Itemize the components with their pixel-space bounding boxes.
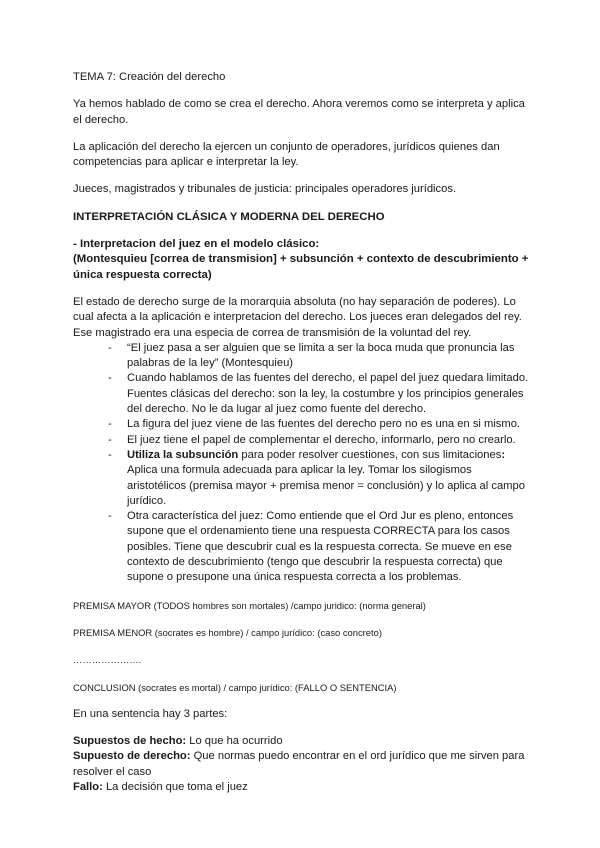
part-fallo xyxy=(73,780,533,795)
list-item xyxy=(73,509,533,585)
premisa-mayor: PREMISA MAYOR (TODOS hombres son mortales) /campo juridico: (norma general) xyxy=(73,599,426,611)
bullet-marker: - xyxy=(108,341,112,354)
bullet-marker: - xyxy=(108,510,112,523)
bullet-marker: - xyxy=(108,372,112,385)
subheading-line1: - Interpretacion del juez en el modelo clásico: xyxy=(73,238,320,251)
intro-paragraph: Ya hemos hablado de como se crea el derecho. Ahora veremos como se interpreta y aplica el derecho. xyxy=(73,98,525,126)
part-derecho-text: Que normas puedo encontrar en el ord jurídico que me sirven para resolver el caso xyxy=(73,750,525,778)
document-page xyxy=(73,70,533,795)
part-hecho-text: Lo que ha ocurrido xyxy=(186,735,283,748)
list-item xyxy=(73,371,533,417)
application-paragraph: La aplicación del derecho la ejercen un conjunto de operadores, jurídicos quienes dan competencias para aplicar e interpretar la ley. xyxy=(73,140,500,169)
bullet-text: para poder resolver cuestiones, con sus limitaciones xyxy=(238,448,502,461)
section-heading: INTERPRETACIÓN CLÁSICA Y MODERNA DEL DERECHO xyxy=(73,210,385,223)
bullet-text: Cuando hablamos de las fuentes del derecho, el papel del juez quedara limitado. Fuentes clásicas del derecho: son la ley, la costumbre y los principios generales del derecho. No le da lugar al juez como fuente del derecho. xyxy=(127,372,529,416)
document-title: TEMA 7: Creación del derecho xyxy=(73,71,226,83)
part-fallo-text: La decisión que toma el juez xyxy=(102,780,248,793)
conclusion: CONCLUSION (socrates es mortal) / campo jurídico: (FALLO O SENTENCIA) xyxy=(73,681,397,693)
list-item xyxy=(73,448,533,509)
part-derecho xyxy=(73,749,533,780)
operators-paragraph: Jueces, magistrados y tribunales de justicia: principales operadores jurídicos. xyxy=(73,183,457,196)
bullet-bold-text: Utiliza la subsunción xyxy=(127,448,239,461)
premisa-menor: PREMISA MENOR (socrates es hombre) / campo jurídico: (caso concreto) xyxy=(73,626,382,638)
bullet-marker: - xyxy=(108,433,112,446)
part-hecho-label: Supuestos de hecho: xyxy=(73,735,187,748)
bullet-text: Otra característica del juez: Como entiende que el Ord Jur es pleno, entonces supone que el ordenamiento tiene una respuesta CORRECTA para los casos posibles. Tiene que descubrir cual es la respuesta correcta. Se mueve en ese contexto de descubrimiento (tengo que descubrir la respuesta correcta) que supone o presupone una única respuesta correcta a los problemas. xyxy=(127,510,514,584)
bullet-text: Aplica una formula adecuada para aplicar la ley. Tomar los silogismos aristotélicos (premisa mayor + premisa menor = conclusión) y lo aplica al campo jurídico. xyxy=(127,464,525,507)
list-item xyxy=(73,433,533,448)
bullet-marker: - xyxy=(108,418,112,431)
list-item xyxy=(73,341,533,372)
bullet-marker: - xyxy=(108,448,112,461)
part-fallo-label: Fallo: xyxy=(73,780,103,793)
bullet-colon: : xyxy=(501,448,506,461)
bullet-list xyxy=(73,341,533,586)
bullet-text: “El juez pasa a ser alguien que se limita a ser la boca muda que pronuncia las palabras de la ley” (Montesquieu) xyxy=(127,341,515,370)
part-hecho xyxy=(73,734,533,749)
subheading-line2: (Montesquieu [correa de transmision] + subsunción + contexto de descubrimiento + única respuesta correcta) xyxy=(73,253,529,281)
part-derecho-label: Supuesto de derecho: xyxy=(73,750,191,763)
bullet-text: El juez tiene el papel de complementar el derecho, informarlo, pero no crearlo. xyxy=(127,433,516,446)
body-paragraph: El estado de derecho surge de la morarquia absoluta (no hay separación de poderes). Lo cual afecta a la aplicación e interpretacion del derecho. Los jueces eran delegados del rey. Ese magistrado era una especia de correa de transmisión de la voluntad del rey. xyxy=(73,295,522,339)
list-item xyxy=(73,417,533,432)
bullet-text: La figura del juez viene de las fuentes del derecho pero no es una en si mismo. xyxy=(127,418,521,431)
separator-line: …………………. xyxy=(73,654,142,666)
sentence-parts-intro: En una sentencia hay 3 partes: xyxy=(73,707,228,720)
